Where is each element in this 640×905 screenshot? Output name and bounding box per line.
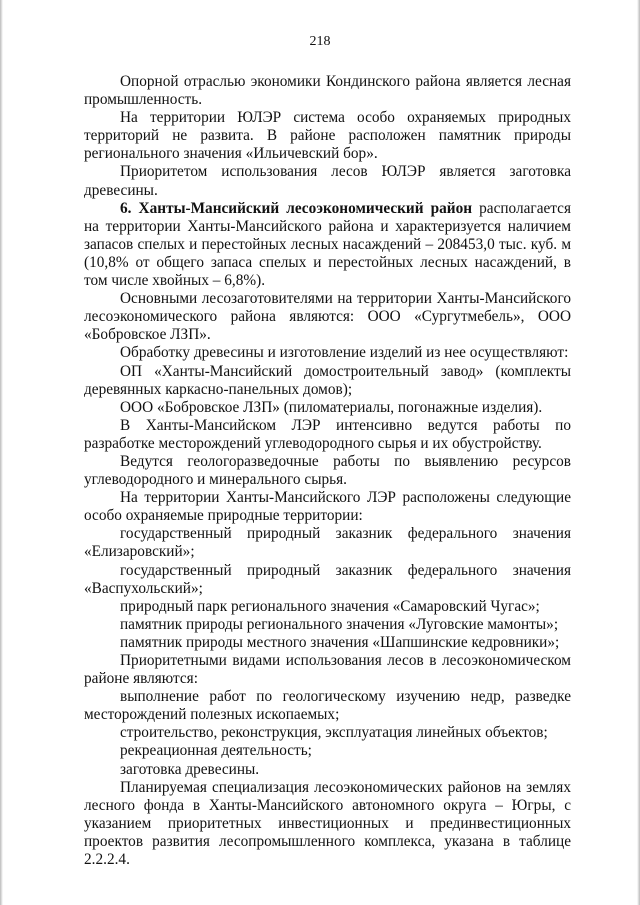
list-item: памятник природы регионального значения «Луговские мамонты»; xyxy=(120,615,559,633)
section-heading-text: располагается на территории Ханты-Мансийского района и характеризуется наличием запасов спелых и перестойных лесных насаждений – 208453,0 тыс. куб. м (10,8% от общего запаса спелых и перестойных лесных насаждений, в том числе хвойных – 6,8%). xyxy=(84,199,571,290)
paragraph: Основными лесозаготовителями на территории Ханты-Мансийского лесоэкономического района являются: ООО «Сургутмебель», ООО «Бобровское ЛЗП». xyxy=(84,290,571,344)
paragraph: Обработку древесины и изготовление изделий из нее осуществляют: xyxy=(120,344,569,362)
page-number: 218 xyxy=(309,34,331,49)
paragraph: Приоритетом использования лесов ЮЛЭР является заготовка древесины. xyxy=(84,163,571,199)
list-item: выполнение работ по геологическому изучению недр, разведке месторождений полезных ископаемых; xyxy=(84,688,571,724)
paragraph-section-heading xyxy=(84,200,571,290)
paragraph: Ведутся геологоразведочные работы по выявлению ресурсов углеводородного и минерального сырья. xyxy=(84,452,571,489)
body-text xyxy=(84,73,571,869)
paragraph: ООО «Бобровское ЛЗП» (пиломатериалы, погонажные изделия). xyxy=(120,398,543,416)
paragraph: ОП «Ханты-Мансийский домостроительный завод» (комплекты деревянных каркасно-панельных домов); xyxy=(84,362,571,398)
list-item: заготовка древесины. xyxy=(120,760,260,778)
paragraph: В Ханты-Мансийском ЛЭР интенсивно ведутся работы по разработке месторождений углеводородного сырья и их обустройству. xyxy=(84,416,571,452)
paragraph: Планируемая специализация лесоэкономических районов на землях лесного фонда в Ханты-Мансийского автономного округа – Югры, с указанием приоритетных инвестиционных и прединвестиционных проектов развития лесопромышленного комплекса, указана в таблице 2.2.2.4. xyxy=(84,778,571,869)
list-item: государственный природный заказник федерального значения «Васпухольский»; xyxy=(84,561,571,597)
list-item: рекреационная деятельность; xyxy=(120,742,312,760)
section-heading: 6. Ханты-Мансийский лесоэкономический район xyxy=(120,199,473,217)
list-item: природный парк регионального значения «Самаровский Чугас»; xyxy=(120,597,540,615)
paragraph: Опорной отраслью экономики Кондинского района является лесная промышленность. xyxy=(84,73,571,109)
list-item: строительство, реконструкция, эксплуатация линейных объектов; xyxy=(120,724,548,742)
list-item: государственный природный заказник федерального значения «Елизаровский»; xyxy=(84,525,571,561)
list-item: памятник природы местного значения «Шапшинские кедровники»; xyxy=(120,633,560,651)
paragraph: На территории ЮЛЭР система особо охраняемых природных территорий не развита. В районе расположен памятник природы регионального значения «Ильичевский бор». xyxy=(84,109,571,163)
paragraph: На территории Ханты-Мансийского ЛЭР расположены следующие особо охраняемые природные территории: xyxy=(84,489,571,525)
paragraph: Приоритетными видами использования лесов в лесоэкономическом районе являются: xyxy=(84,652,571,688)
scan-edge-left xyxy=(0,0,3,905)
